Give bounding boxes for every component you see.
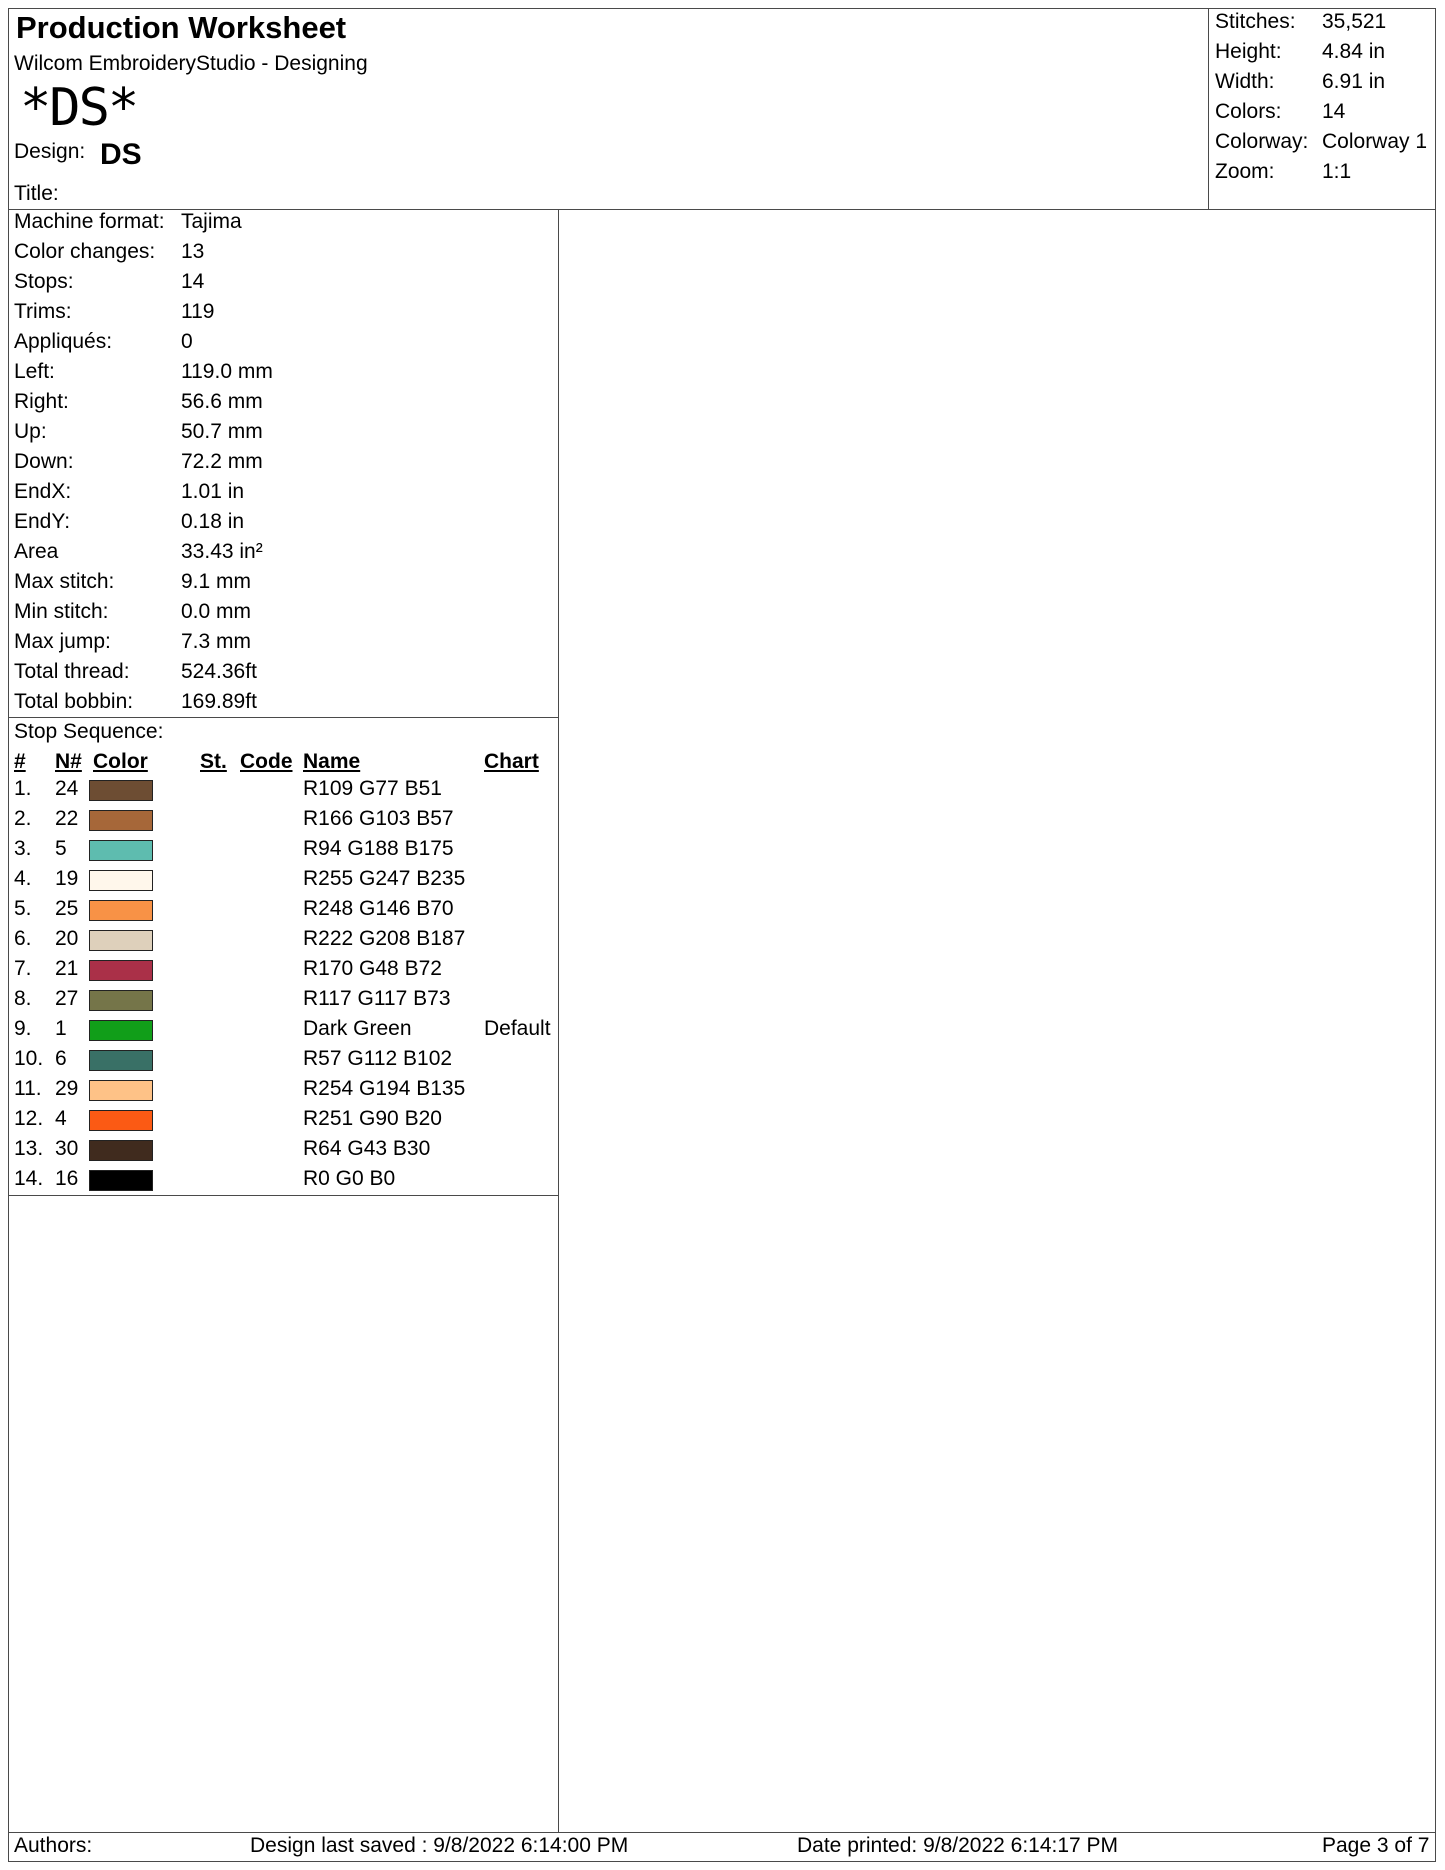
color-swatch [89,810,153,831]
stop-index: 5. [14,897,32,920]
sequence-divider [8,1195,559,1196]
stat-label: Color changes: [14,240,156,263]
color-swatch [89,1140,153,1161]
summary-divider [1208,8,1209,210]
summary-value: 1:1 [1322,160,1352,183]
stat-value: 119.0 mm [181,360,273,383]
summary-label: Stitches: [1215,10,1296,33]
color-swatch [89,1110,153,1131]
footer-printed: Date printed: 9/8/2022 6:14:17 PM [797,1834,1119,1857]
stat-label: EndY: [14,510,71,533]
thread-name: R117 G117 B73 [303,987,451,1010]
thread-name: R251 G90 B20 [303,1107,442,1130]
needle-number: 16 [55,1167,79,1190]
stat-label: Trims: [14,300,72,323]
color-swatch [89,1170,153,1191]
stop-sequence-label: Stop Sequence: [14,720,164,743]
footer-saved: Design last saved : 9/8/2022 6:14:00 PM [250,1834,629,1857]
thread-name: R94 G188 B175 [303,837,454,860]
stat-label: Appliqués: [14,330,113,353]
stop-index: 9. [14,1017,32,1040]
color-swatch [89,960,153,981]
color-swatch [89,930,153,951]
needle-number: 22 [55,807,79,830]
column-header-st: St. [200,750,227,773]
stat-label: Total bobbin: [14,690,134,713]
stop-index: 11. [14,1077,42,1100]
stat-value: 9.1 mm [181,570,252,593]
stat-label: EndX: [14,480,72,503]
color-swatch [89,990,153,1011]
stat-label: Down: [14,450,74,473]
needle-number: 29 [55,1077,79,1100]
stat-value: 0.18 in [181,510,245,533]
thread-name: R248 G146 B70 [303,897,454,920]
stat-value: 14 [181,270,205,293]
column-header-chart: Chart [484,750,539,773]
stat-value: 169.89ft [181,690,257,713]
thread-name: R222 G208 B187 [303,927,466,950]
thread-name: R255 G247 B235 [303,867,466,890]
worksheet-frame [8,8,1436,1862]
stop-index: 4. [14,867,32,890]
needle-number: 24 [55,777,79,800]
design-name: DS [100,138,142,171]
stat-label: Up: [14,420,47,443]
stat-value: 7.3 mm [181,630,252,653]
stop-index: 2. [14,807,32,830]
stop-index: 6. [14,927,32,950]
column-header-n: N# [55,750,82,773]
footer-page: Page 3 of 7 [1322,1834,1430,1857]
thread-name: Dark Green [303,1017,412,1040]
needle-number: 30 [55,1137,79,1160]
needle-number: 25 [55,897,79,920]
stat-value: 13 [181,240,205,263]
summary-value: 6.91 in [1322,70,1386,93]
stat-value: 0 [181,330,193,353]
color-swatch [89,1080,153,1101]
stat-label: Area [14,540,59,563]
stat-value: 72.2 mm [181,450,263,473]
needle-number: 19 [55,867,79,890]
thread-name: R57 G112 B102 [303,1047,453,1070]
summary-label: Height: [1215,40,1282,63]
stop-index: 8. [14,987,32,1010]
stat-value: 33.43 in² [181,540,263,563]
stat-label: Right: [14,390,69,413]
thread-chart: Default [484,1017,551,1040]
stats-divider [8,717,559,718]
thread-name: R109 G77 B51 [303,777,442,800]
column-header-num: # [14,750,26,773]
stat-label: Stops: [14,270,74,293]
stat-label: Left: [14,360,55,383]
thread-name: R170 G48 B72 [303,957,442,980]
stat-value: 0.0 mm [181,600,252,623]
stat-value: Tajima [181,210,242,233]
page-title: Production Worksheet [16,10,347,45]
thread-name: R0 G0 B0 [303,1167,396,1190]
stat-label: Max stitch: [14,570,115,593]
column-header-color: Color [93,750,148,773]
stat-label: Total thread: [14,660,130,683]
color-swatch [89,1050,153,1071]
summary-value: Colorway 1 [1322,130,1428,153]
stat-value: 50.7 mm [181,420,263,443]
summary-value: 35,521 [1322,10,1387,33]
needle-number: 1 [55,1017,67,1040]
stop-index: 13. [14,1137,44,1160]
design-label: Design: [14,140,86,163]
thread-name: R64 G43 B30 [303,1137,431,1160]
color-swatch [89,900,153,921]
column-header-name: Name [303,750,361,773]
needle-number: 5 [55,837,67,860]
color-swatch [89,1020,153,1041]
stat-value: 56.6 mm [181,390,263,413]
summary-value: 14 [1322,100,1346,123]
stat-label: Machine format: [14,210,165,233]
summary-value: 4.84 in [1322,40,1386,63]
design-code: *DS* [20,78,138,138]
column-header-code: Code [240,750,293,773]
needle-number: 27 [55,987,79,1010]
summary-label: Colorway: [1215,130,1309,153]
needle-number: 4 [55,1107,67,1130]
stat-label: Max jump: [14,630,111,653]
color-swatch [89,870,153,891]
stop-index: 1. [14,777,32,800]
stop-index: 14. [14,1167,44,1190]
stat-value: 119 [181,300,215,323]
footer-divider [8,1832,1436,1833]
summary-label: Colors: [1215,100,1282,123]
app-subtitle: Wilcom EmbroideryStudio - Designing [14,52,368,75]
stat-value: 1.01 in [181,480,245,503]
needle-number: 21 [55,957,79,980]
color-swatch [89,840,153,861]
stat-value: 524.36ft [181,660,257,683]
column-divider [558,209,559,1832]
thread-name: R166 G103 B57 [303,807,454,830]
color-swatch [89,780,153,801]
stop-index: 7. [14,957,32,980]
needle-number: 20 [55,927,79,950]
stop-index: 12. [14,1107,44,1130]
summary-label: Zoom: [1215,160,1275,183]
footer-authors: Authors: [14,1834,93,1857]
stat-label: Min stitch: [14,600,109,623]
summary-label: Width: [1215,70,1275,93]
needle-number: 6 [55,1047,67,1070]
stop-index: 10. [14,1047,44,1070]
stop-index: 3. [14,837,32,860]
thread-name: R254 G194 B135 [303,1077,466,1100]
title-label: Title: [14,182,59,205]
